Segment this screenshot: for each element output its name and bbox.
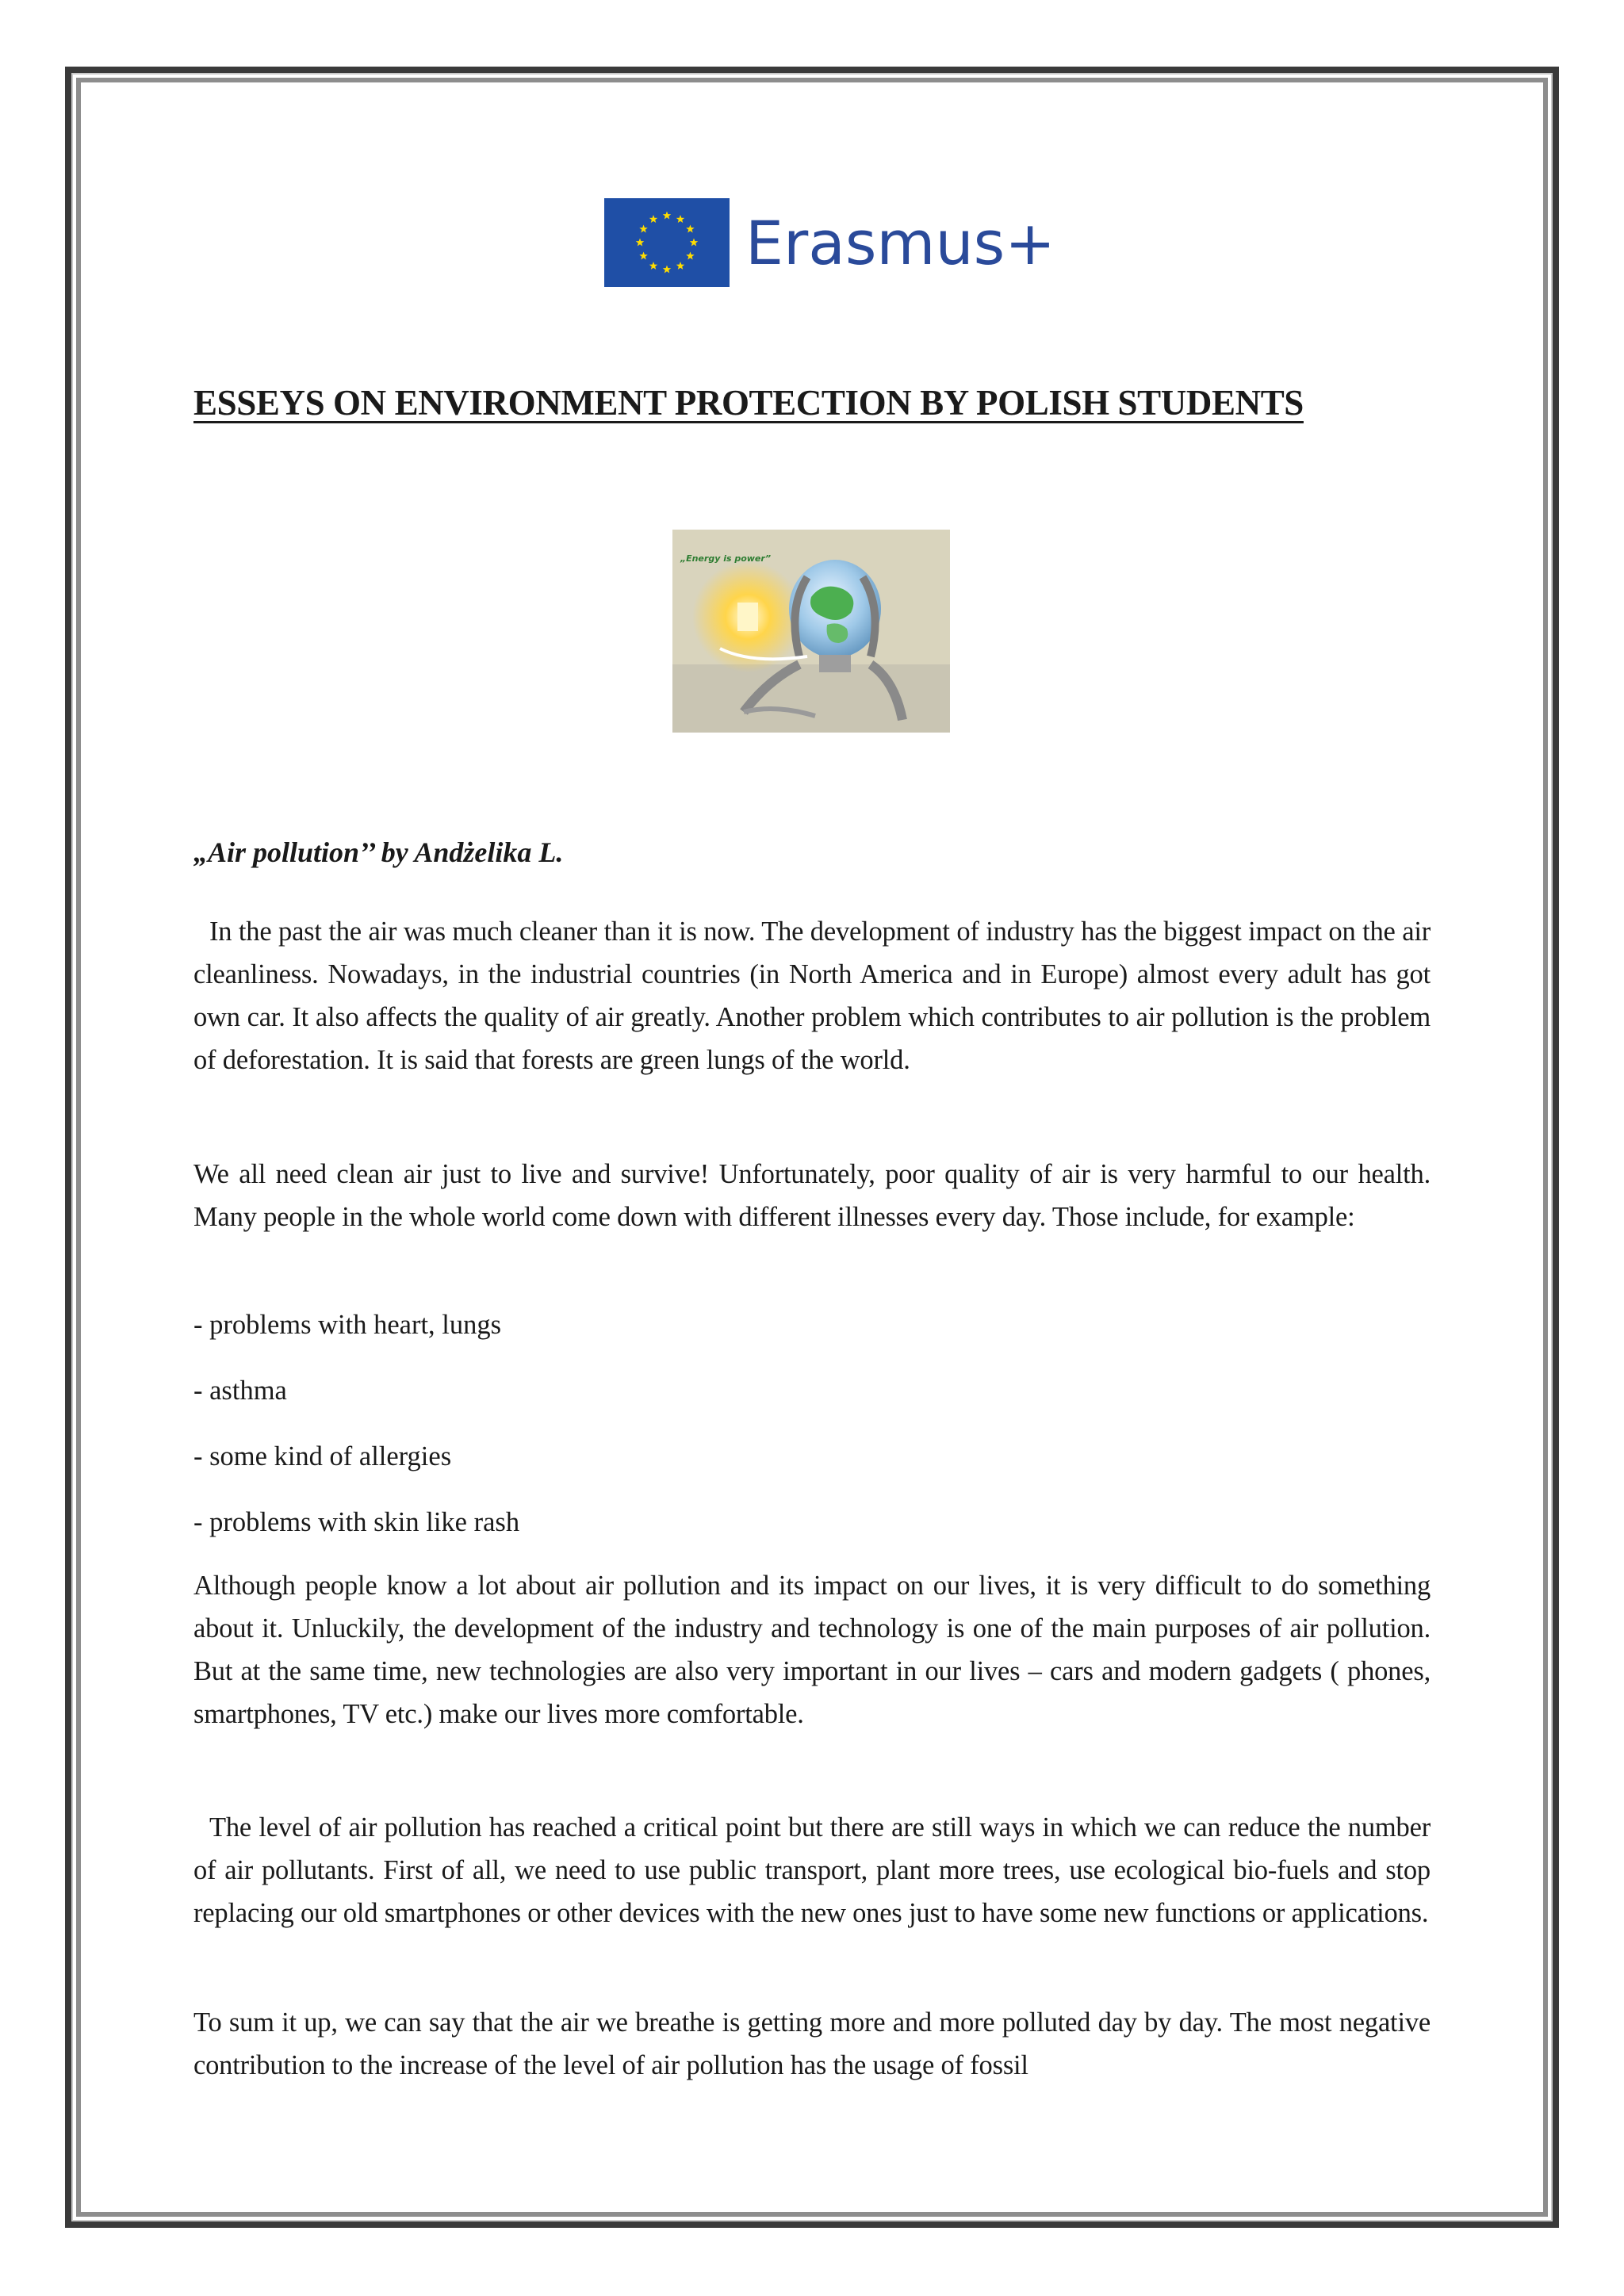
eu-star-icon (639, 225, 647, 233)
eu-star-icon (649, 262, 657, 270)
eu-star-icon (676, 262, 684, 270)
essay-paragraph: In the past the air was much cleaner than it is now. The development of industry has the biggest impact on the air cleanliness. Nowadays, in the industrial countries (in North America and in Europe) almost every adult has got own car. It also affects the quality of air greatly. Another problem which contributes to air pollution is the problem of deforestation. It is said that forests are green lungs of the world. (193, 916, 1431, 1075)
illness-list-item: - asthma (193, 1376, 287, 1406)
eu-stars (604, 198, 730, 287)
page-title: ESSEYS ON ENVIRONMENT PROTECTION BY POLISH STUDENTS (193, 383, 1304, 423)
energy-is-power-image (672, 530, 950, 733)
eu-star-icon (663, 212, 671, 220)
eu-star-icon (686, 252, 694, 260)
eu-star-icon (636, 239, 644, 247)
illness-list-item: - problems with heart, lungs (193, 1310, 502, 1340)
eu-star-icon (676, 215, 684, 223)
essay-heading: „Air pollution’’ by Andżelika L. (193, 836, 564, 868)
eu-star-icon (690, 239, 698, 247)
essay-paragraph: The level of air pollution has reached a critical point but there are still ways in which we can reduce the number of air pollutants. First of all, we need to use public transport, plant more trees, use ecological bio-fuels and stop replacing our old smartphones or other devices with the new ones just to have some new functions or applications. (193, 1812, 1431, 1928)
eu-flag-icon (604, 198, 730, 287)
illness-list-item: - problems with skin like rash (193, 1507, 520, 1537)
essay-paragraph: We all need clean air just to live and survive! Unfortunately, poor quality of air is very harmful to our health. Many people in the whole world come down with different illnesses every day. Those include, for example: (193, 1159, 1431, 1232)
eu-star-icon (639, 252, 647, 260)
erasmus-logo-text: Erasmus+ (745, 208, 1055, 278)
energy-caption: „Energy is power” (680, 553, 772, 564)
eu-star-icon (663, 266, 671, 274)
illness-list-item: - some kind of allergies (193, 1441, 452, 1471)
essay-paragraph: To sum it up, we can say that the air we breathe is getting more and more polluted day by day. The most negative contribution to the increase of the level of air pollution has the usage of fossil (193, 2007, 1431, 2080)
erasmus-logo (604, 198, 1055, 287)
eu-star-icon (649, 215, 657, 223)
eu-star-icon (686, 225, 694, 233)
essay-paragraph: Although people know a lot about air pollution and its impact on our lives, it is very difficult to do something about it. Unluckily, the development of the industry and technology is one of the main purposes of air pollution. But at the same time, new technologies are also very important in our lives – cars and modern gadgets ( phones, smartphones, TV etc.) make our lives more comfortable. (193, 1571, 1431, 1729)
